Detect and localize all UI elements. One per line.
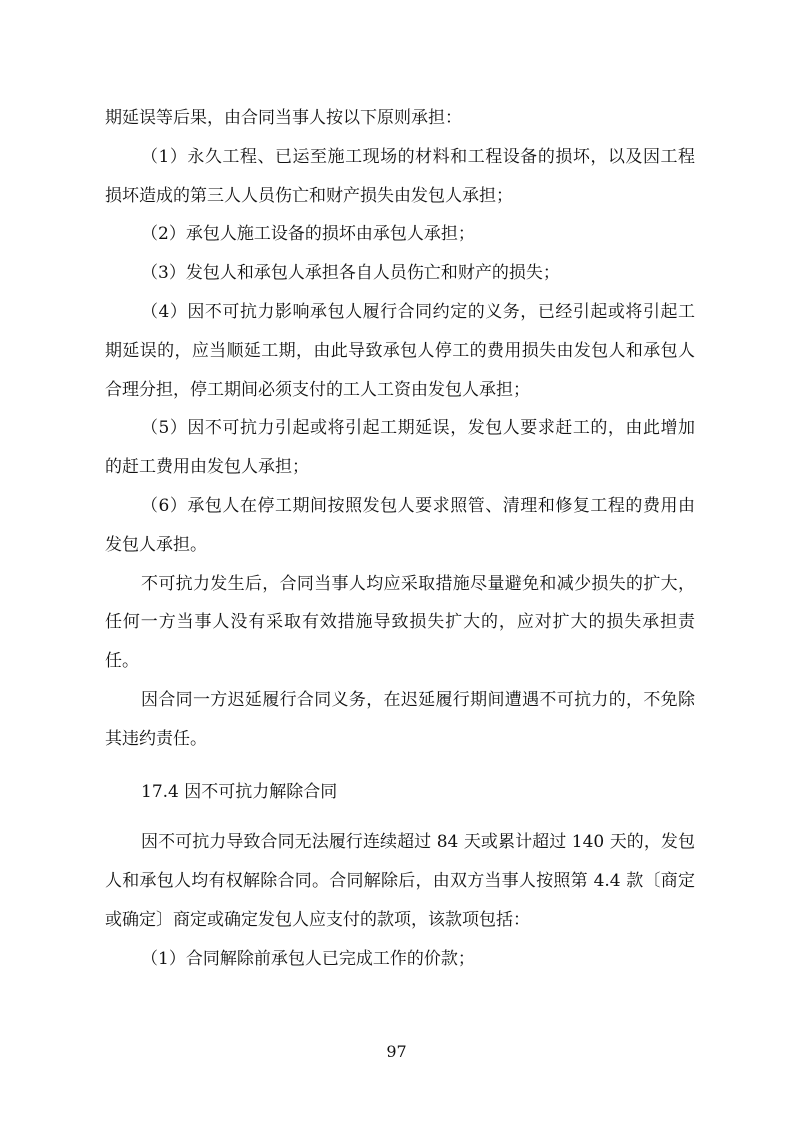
- document-body: [105, 99, 695, 979]
- paragraph-item-6: （6）承包人在停工期间按照发包人要求照管、清理和修复工程的费用由发包人承担。: [105, 495, 695, 555]
- paragraph-mitigation: 不可抗力发生后，合同当事人均应采取措施尽量避免和减少损失的扩大，任何一方当事人没有采取有效措施导致损失扩大的，应对扩大的损失承担责任。: [105, 573, 695, 672]
- paragraph-delay-liability: 因合同一方迟延履行合同义务，在迟延履行期间遭遇不可抗力的，不免除其违约责任。: [105, 689, 695, 749]
- paragraph-item-4: （4）因不可抗力影响承包人履行合同约定的义务，已经引起或将引起工期延误的，应当顺延工期，由此导致承包人停工的费用损失由发包人和承包人合理分担，停工期间必须支付的工人工资由发包人承担；: [105, 301, 695, 400]
- paragraph-item-1: （1）永久工程、已运至施工现场的材料和工程设备的损坏，以及因工程损坏造成的第三人人员伤亡和财产损失由发包人承担；: [105, 146, 695, 206]
- paragraph-termination-item-1: （1）合同解除前承包人已完成工作的价款；: [141, 948, 475, 969]
- paragraph-item-5: （5）因不可抗力引起或将引起工期延误，发包人要求赶工的，由此增加的赶工费用由发包人承担；: [105, 418, 695, 478]
- paragraph-item-2: （2）承包人施工设备的损坏由承包人承担；: [141, 224, 475, 245]
- paragraph-continuation: 期延误等后果，由合同当事人按以下原则承担：: [105, 108, 462, 128]
- section-heading: 17.4 因不可抗力解除合同: [141, 781, 338, 802]
- page-number: 97: [386, 1042, 407, 1061]
- paragraph-item-3: （3）发包人和承包人承担各自人员伤亡和财产的损失；: [141, 263, 560, 284]
- paragraph-termination: 因不可抗力导致合同无法履行连续超过 84 天或累计超过 140 天的，发包人和承包人均有权解除合同。合同解除后，由双方当事人按照第 4.4 款〔商定或确定〕商定或确定发包人应支付的款项，该款项包括：: [105, 832, 695, 930]
